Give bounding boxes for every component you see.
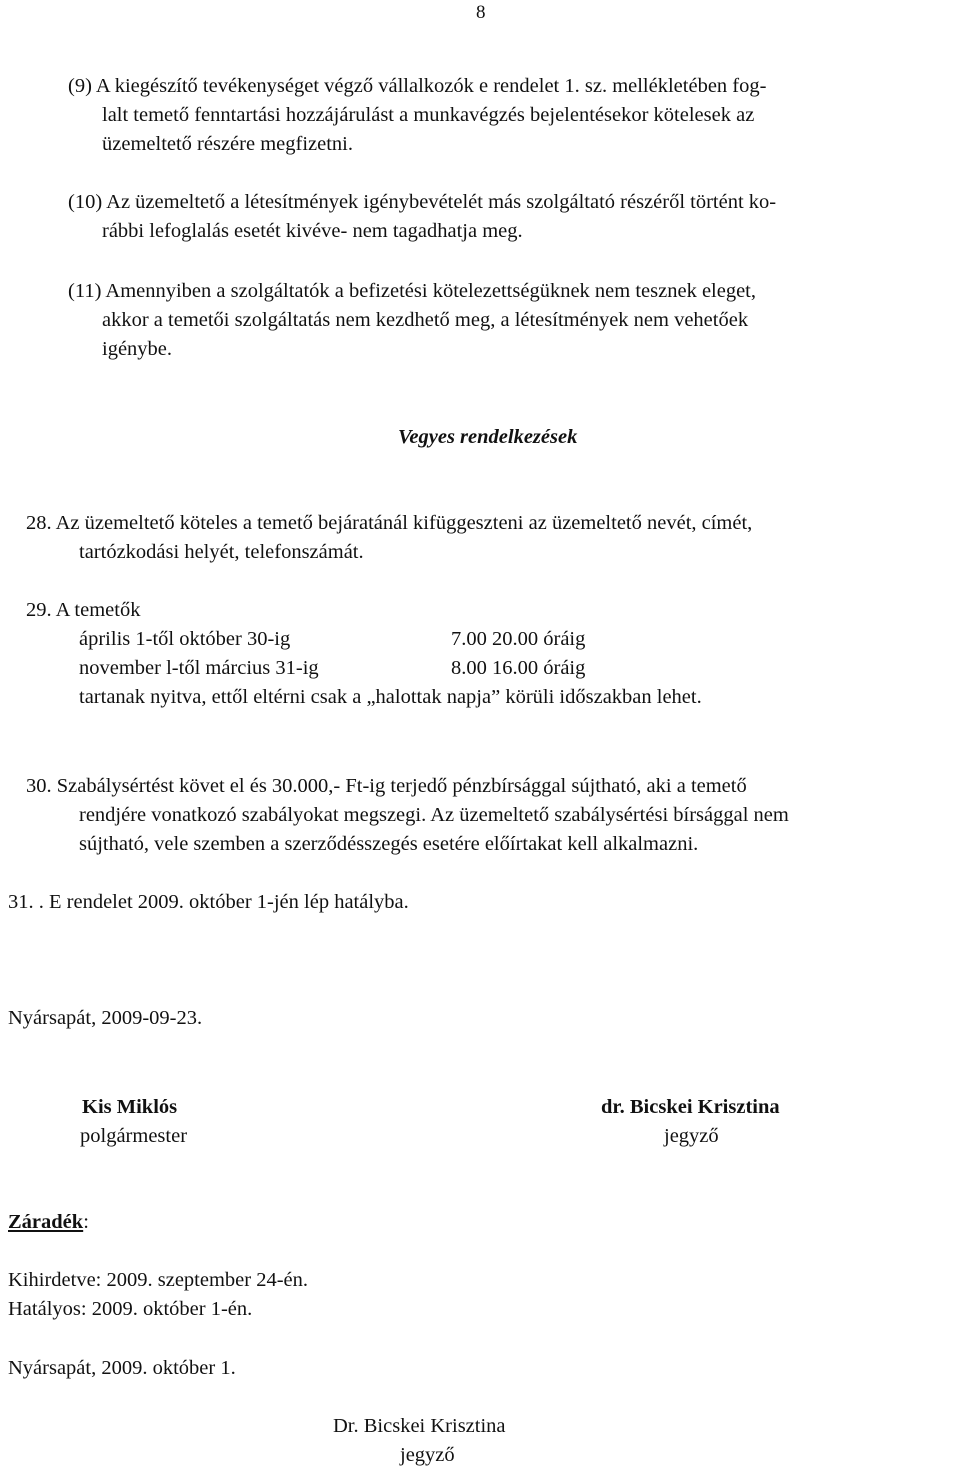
paragraph-9-line-1: (9) A kiegészítő tevékenységet végző vállalkozók e rendelet 1. sz. mellékletében fog- — [68, 75, 767, 97]
section-30-line-1: 30. Szabálysértést követ el és 30.000,- Ft-ig terjedő pénzbírsággal sújtható, aki a temető — [26, 775, 747, 797]
place-date: Nyársapát, 2009-09-23. — [8, 1007, 203, 1029]
opening-period-1: április 1-től október 30-ig — [79, 628, 291, 650]
section-heading: Vegyes rendelkezések — [398, 426, 578, 448]
opening-hours-2: 8.00 16.00 óráig — [451, 657, 586, 679]
effective-date: Hatályos: 2009. október 1-én. — [8, 1298, 253, 1320]
section-30-line-2: rendjére vonatkozó szabályokat megszegi. Az üzemeltető szabálysértési bírsággal nem — [79, 804, 789, 826]
clause-place-date: Nyársapát, 2009. október 1. — [8, 1357, 236, 1379]
paragraph-11-line-2: akkor a temetői szolgáltatás nem kezdhető meg, a létesítmények nem vehetőek — [102, 309, 749, 331]
clause-colon: : — [83, 1211, 89, 1233]
paragraph-9-line-2: lalt temető fenntartási hozzájárulást a munkavégzés bejelentésekor kötelesek az — [102, 104, 755, 126]
section-28-line-2: tartózkodási helyét, telefonszámát. — [79, 541, 364, 563]
opening-period-2: november l-től március 31-ig — [79, 657, 319, 679]
paragraph-10-line-1: (10) Az üzemeltető a létesítmények igénybevételét más szolgáltató részéről történt ko- — [68, 191, 777, 213]
paragraph-9-line-3: üzemeltető részére megfizetni. — [102, 133, 353, 155]
notary-name: dr. Bicskei Krisztina — [601, 1096, 780, 1118]
paragraph-11-line-3: igénybe. — [102, 338, 173, 360]
section-30-line-3: sújtható, vele szemben a szerződésszegés esetére előírtakat kell alkalmazni. — [79, 833, 699, 855]
section-29-line-1: 29. A temetők — [26, 599, 141, 621]
clause-heading — [8, 1212, 89, 1233]
opening-hours-1: 7.00 20.00 óráig — [451, 628, 586, 650]
mayor-title: polgármester — [80, 1125, 188, 1147]
notary-title: jegyző — [664, 1125, 719, 1147]
section-31: 31. . E rendelet 2009. október 1-jén lép hatályba. — [8, 891, 409, 913]
paragraph-10-line-2: rábbi lefoglalás esetét kivéve- nem tagadhatja meg. — [102, 220, 523, 242]
section-28-line-1: 28. Az üzemeltető köteles a temető bejáratánál kifüggeszteni az üzemeltető nevét, címét, — [26, 512, 753, 534]
page-number: 8 — [476, 2, 486, 23]
promulgated-date: Kihirdetve: 2009. szeptember 24-én. — [8, 1269, 309, 1291]
section-29-line-4: tartanak nyitva, ettől eltérni csak a „halottak napja” körüli időszakban lehet. — [79, 686, 702, 708]
paragraph-11-line-1: (11) Amennyiben a szolgáltatók a befizetési kötelezettségüknek nem tesznek eleget, — [68, 280, 757, 302]
clause-signer-title: jegyző — [400, 1444, 455, 1466]
clause-signer-name: Dr. Bicskei Krisztina — [333, 1415, 506, 1437]
clause-label: Záradék — [8, 1211, 84, 1233]
mayor-name: Kis Miklós — [82, 1096, 178, 1118]
